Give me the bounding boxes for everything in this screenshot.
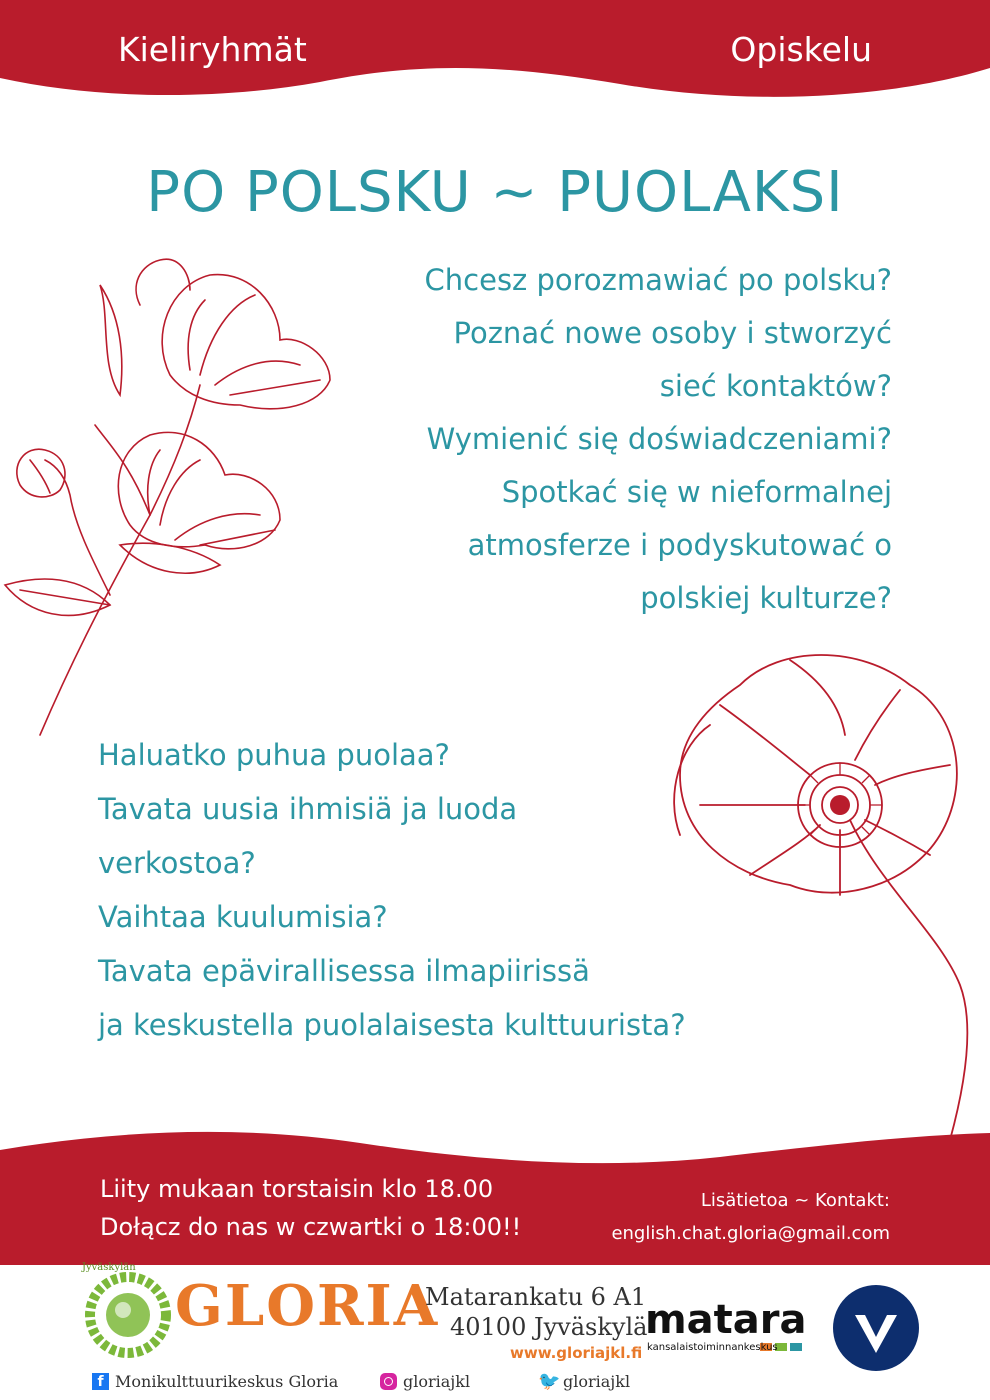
website-link[interactable]: www.gloriajkl.fi xyxy=(510,1344,643,1362)
facebook-icon: f xyxy=(92,1373,109,1390)
meeting-time-polish: Dołącz do nas w czwartki o 18:00!! xyxy=(100,1213,522,1241)
instagram-icon xyxy=(380,1373,397,1390)
twitter-handle[interactable]: gloriajkl xyxy=(563,1372,631,1391)
address-city: 40100 Jyväskylä xyxy=(450,1313,648,1341)
polish-text-line: Spotkać się w nieformalnej xyxy=(501,475,892,509)
poppy-flower-illustration xyxy=(640,645,990,1145)
polish-text-line: sieć kontaktów? xyxy=(659,369,892,403)
meeting-time-finnish: Liity mukaan torstaisin klo 18.00 xyxy=(100,1175,494,1203)
page-title: PO POLSKU ~ PUOLAKSI xyxy=(146,160,844,225)
gloria-logo: GLORIA xyxy=(175,1273,440,1339)
contact-email[interactable]: english.chat.gloria@gmail.com xyxy=(611,1223,890,1244)
header-category-left: Kieliryhmät xyxy=(118,30,307,69)
contact-label: Lisätietoa ~ Kontakt: xyxy=(700,1190,890,1211)
polish-text-line: Wymienić się doświadczeniami? xyxy=(426,422,892,456)
polish-text-line: Chcesz porozmawiać po polsku? xyxy=(424,263,892,297)
polish-text-line: Poznać nowe osoby i stworzyć xyxy=(453,316,892,350)
veikkaus-badge xyxy=(833,1285,919,1371)
polish-text-line: atmosferze i podyskutować o xyxy=(467,528,892,562)
facebook-handle[interactable]: Monikulttuurikeskus Gloria xyxy=(115,1372,339,1391)
address-street: Matarankatu 6 A1 xyxy=(425,1283,647,1311)
polish-text-line: polskiej kulturze? xyxy=(640,581,892,615)
gloria-ring-text-top: Jyväskylän xyxy=(82,1262,136,1273)
header-category-right: Opiskelu xyxy=(730,30,872,69)
gloria-ring-logo xyxy=(85,1272,171,1358)
matara-logo: matara xyxy=(645,1297,807,1343)
poppy-branch-illustration xyxy=(0,245,360,745)
finnish-text-line: Tavata uusia ihmisiä ja luoda xyxy=(98,792,518,826)
twitter-icon: 🐦 xyxy=(538,1371,561,1392)
finnish-text-line: verkostoa? xyxy=(98,846,256,880)
finnish-text-line: Vaihtaa kuulumisia? xyxy=(98,900,388,934)
matara-subtitle: kansalaistoiminnankeskus xyxy=(647,1342,778,1353)
finnish-text-line: ja keskustella puolalaisesta kulttuurista? xyxy=(98,1008,686,1042)
finnish-text-line: Tavata epävirallisessa ilmapiirissä xyxy=(98,954,590,988)
finnish-text-line: Haluatko puhua puolaa? xyxy=(98,738,450,772)
instagram-handle[interactable]: gloriajkl xyxy=(403,1372,471,1391)
